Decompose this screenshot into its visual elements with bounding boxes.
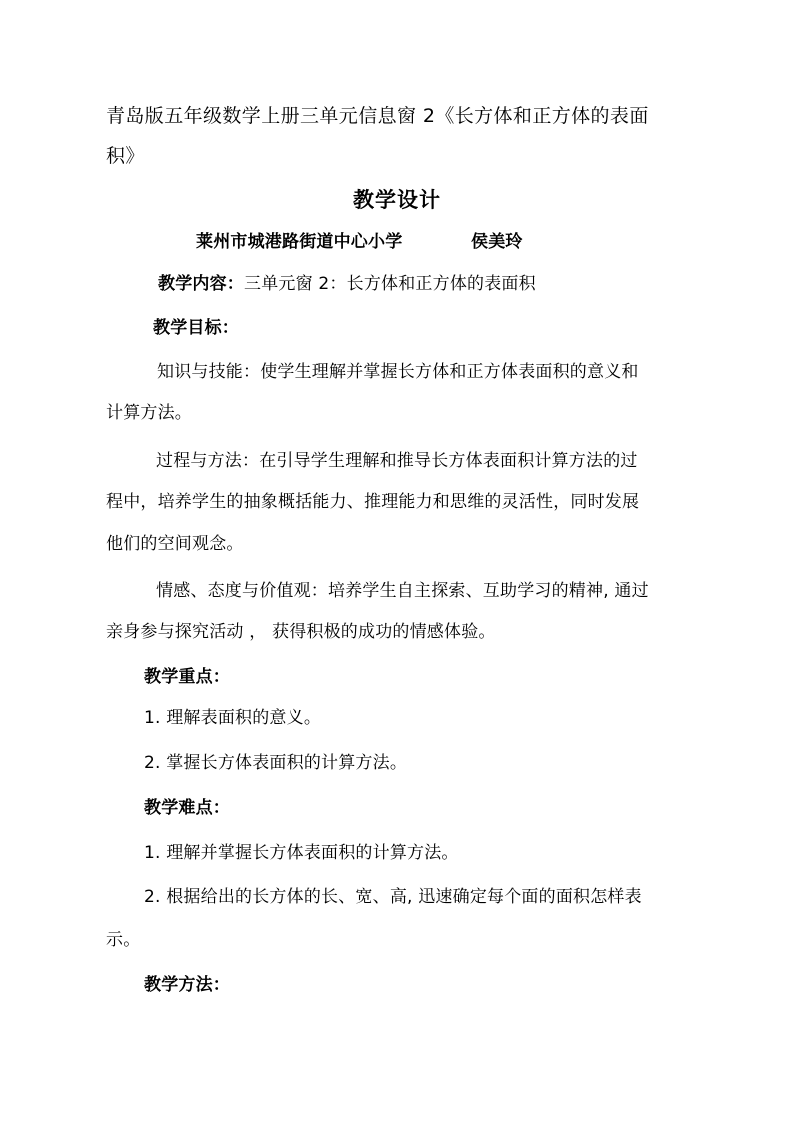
difficulty-item2-line2: 示。 [106,930,141,950]
difficulty-item1: 1. 理解并掌握长方体表面积的计算方法。 [144,843,459,863]
objective-process-line1: 过程与方法：在引导学生理解和推导长方体表面积计算方法的过 [156,451,638,471]
objective-emotion-line1: 情感、态度与价值观：培养学生自主探索、互助学习的精神, 通过 [156,581,649,601]
document-title-line2: 积》 [106,145,145,167]
objective-knowledge-line2: 计算方法。 [106,403,192,423]
content-line [158,274,536,294]
objective-process-line3: 他们的空间观念。 [106,534,244,554]
difficulties-heading: 教学难点： [144,798,230,818]
methods-heading: 教学方法： [144,975,230,995]
design-title: 教学设计 [353,188,441,212]
objective-knowledge-line1: 知识与技能：使学生理解并掌握长方体和正方体表面积的意义和 [157,362,639,382]
objective-process-line2: 程中，培养学生的抽象概括能力、推理能力和思维的灵活性，同时发展 [106,492,640,512]
objective-emotion-line2: 亲身参与探究活动 ， 获得积极的成功的情感体验。 [106,622,496,642]
key-point-item1: 1. 理解表面积的意义。 [144,708,322,728]
content-text: 三单元窗 2：长方体和正方体的表面积 [244,274,536,294]
author-school: 莱州市城港路街道中心小学 [196,232,403,252]
content-label: 教学内容： [158,274,244,294]
key-point-item2: 2. 掌握长方体表面积的计算方法。 [144,753,408,773]
document-title-line1: 青岛版五年级数学上册三单元信息窗 2《长方体和正方体的表面 [106,105,649,127]
difficulty-item2-line1: 2. 根据给出的长方体的长、宽、高, 迅速确定每个面的面积怎样表 [144,887,642,907]
key-points-heading: 教学重点： [144,667,230,687]
author-name: 侯美玲 [471,232,523,252]
objectives-heading: 教学目标： [153,318,239,338]
